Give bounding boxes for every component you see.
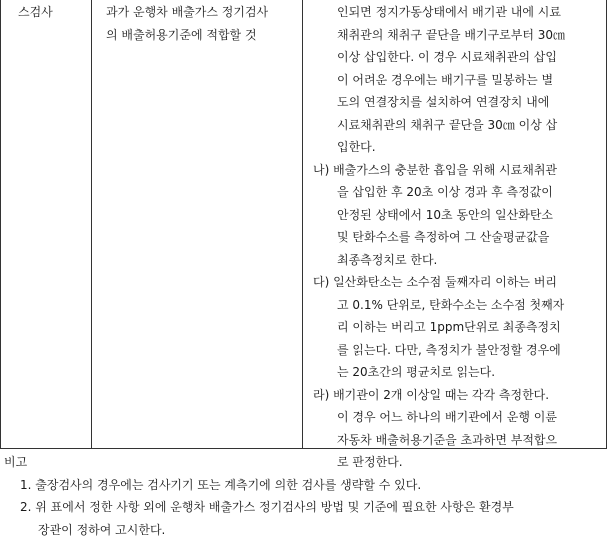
- table-border-left: [0, 0, 1, 448]
- remarks-title: 비고: [0, 451, 608, 474]
- method-line: 라) 배기관이 2개 이상일 때는 각각 측정한다.: [313, 384, 605, 407]
- method-line: 이 경우 어느 하나의 배기관에서 운행 이륜: [313, 406, 605, 429]
- criteria-line: 의 배출허용기준에 적합할 것: [106, 24, 268, 47]
- method-line: 다) 일산화탄소는 소수점 둘째자리 이하는 버리: [313, 271, 605, 294]
- column-divider-1: [91, 0, 92, 448]
- method-line: 로 판정한다.: [313, 451, 605, 474]
- method-line: 는 20초간의 평균치로 읽는다.: [313, 361, 605, 384]
- method-line: 고 0.1% 단위로, 탄화수소는 소수점 첫째자: [313, 294, 605, 317]
- inspection-type-cell: 스검사: [18, 1, 53, 24]
- method-line: 인되면 정지가동상태에서 배기관 내에 시료: [313, 1, 605, 24]
- method-line: 자동차 배출허용기준을 초과하면 부적합으: [313, 429, 605, 452]
- method-line: 나) 배출가스의 충분한 흡입을 위해 시료채취관: [313, 159, 605, 182]
- method-line: 리 이하는 버리고 1ppm단위로 최종측정치: [313, 316, 605, 339]
- method-line: 도의 연결장치를 설치하여 연결장치 내에: [313, 91, 605, 114]
- remark-item-2-continued: 장관이 정하여 고시한다.: [0, 519, 608, 541]
- method-line: 이상 삽입한다. 이 경우 시료채취관의 삽입: [313, 46, 605, 69]
- method-line: 을 삽입한 후 20초 이상 경과 후 측정값이: [313, 181, 605, 204]
- method-line: 이 어려운 경우에는 배기구를 밀봉하는 별: [313, 69, 605, 92]
- criteria-cell: [106, 1, 268, 46]
- table-border-right: [606, 0, 607, 448]
- method-line: 시료채취관의 채취구 끝단을 30㎝ 이상 삽: [313, 114, 605, 137]
- remark-item-2: 2. 위 표에서 정한 사항 외에 운행차 배출가스 정기검사의 방법 및 기준에 필요한 사항은 환경부: [0, 496, 608, 519]
- method-line: 입한다.: [313, 136, 605, 159]
- remark-item-1: 1. 출장검사의 경우에는 검사기기 또는 계측기에 의한 검사를 생략할 수 있다.: [0, 474, 608, 497]
- method-line: 를 읽는다. 다만, 측정치가 불안정할 경우에: [313, 339, 605, 362]
- column-divider-2: [302, 0, 303, 448]
- method-line: 및 탄화수소를 측정하여 그 산술평균값을: [313, 226, 605, 249]
- method-line: 채취관의 채취구 끝단을 배기구로부터 30㎝: [313, 24, 605, 47]
- method-cell: [313, 1, 605, 474]
- criteria-line: 과가 운행차 배출가스 정기검사: [106, 1, 268, 24]
- method-line: 안정된 상태에서 10초 동안의 일산화탄소: [313, 204, 605, 227]
- method-line: 최종측정치로 한다.: [313, 249, 605, 272]
